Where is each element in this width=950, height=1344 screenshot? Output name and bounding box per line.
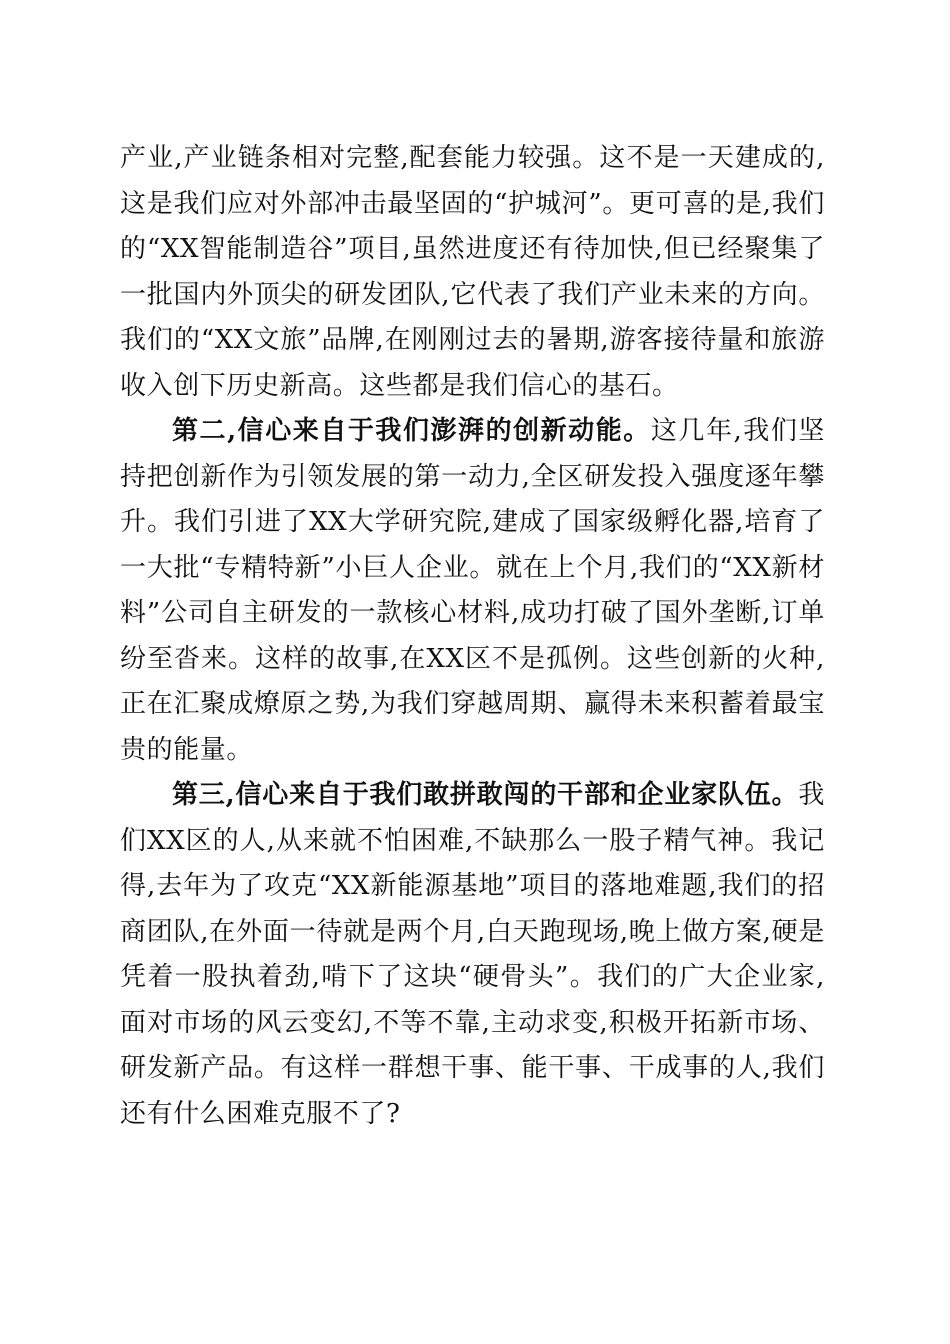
paragraph-text: 我们XX区的人,从来就不怕困难,不缺那么一股子精气神。我记得,去年为了攻克“XX新能源基地”项目的落地难题,我们的招商团队,在外面一待就是两个月,白天跑现场,晚上做方案,硬是凭着一股执着劲,啃下了这块“硬骨头”。我们的广大企业家,面对市场的风云变幻,不等不靠,主动求变,积极开拓新市场、研发新产品。有这样一群想干事、能干事、干成事的人,我们还有什么困难克服不了? <box>120 780 825 1129</box>
paragraph-heading: 第三,信心来自于我们敢拼敢闯的干部和企业家队伍。 <box>172 780 799 810</box>
paragraph-text: 这几年,我们坚持把创新作为引领发展的第一动力,全区研发投入强度逐年攀升。我们引进了XX大学研究院,建成了国家级孵化器,培育了一大批“专精特新”小巨人企业。就在上个月,我们的“XX新材料”公司自主研发的一款核心材料,成功打破了国外垄断,订单纷至沓来。这样的故事,在XX区不是孤例。这些创新的火种,正在汇聚成燎原之势,为我们穿越周期、赢得未来积蓄着最宝贵的能量。 <box>120 416 825 765</box>
document-body <box>120 136 825 1137</box>
paragraph-continuation <box>120 136 825 409</box>
paragraph-third-point <box>120 773 825 1137</box>
paragraph-text: 产业,产业链条相对完整,配套能力较强。这不是一天建成的,这是我们应对外部冲击最坚固的“护城河”。更可喜的是,我们的“XX智能制造谷”项目,虽然进度还有待加快,但已经聚集了一批国内外顶尖的研发团队,它代表了我们产业未来的方向。我们的“XX文旅”品牌,在刚刚过去的暑期,游客接待量和旅游收入创下历史新高。这些都是我们信心的基石。 <box>120 143 825 401</box>
paragraph-second-point <box>120 409 825 773</box>
paragraph-heading: 第二,信心来自于我们澎湃的创新动能。 <box>172 416 651 446</box>
